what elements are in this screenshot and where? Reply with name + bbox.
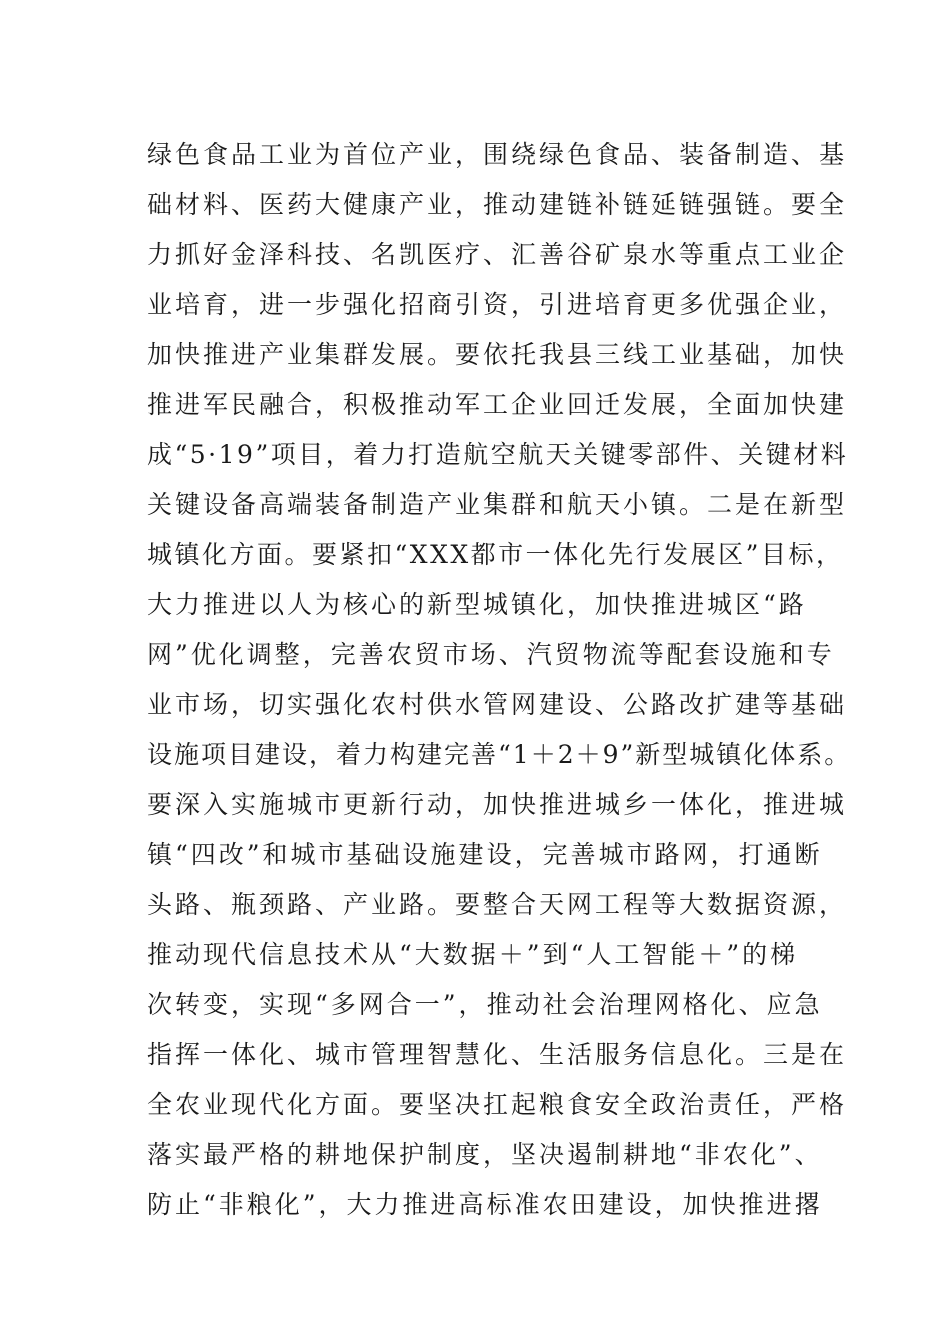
text-line: 业培育，进一步强化招商引资，引进培育更多优强企业， [147, 290, 848, 319]
text-line: 要深入实施城市更新行动，加快推进城乡一体化，推进城 [147, 790, 848, 819]
text-line: 头路、瓶颈路、产业路。要整合天网工程等大数据资源， [147, 890, 848, 919]
text-line: 推动现代信息技术从“大数据＋”到“人工智能＋”的梯 [147, 940, 799, 969]
text-line: 大力推进以人为核心的新型城镇化，加快推进城区“路 [147, 590, 807, 619]
body-text [147, 130, 852, 1230]
text-line: 网”优化调整，完善农贸市场、汽贸物流等配套设施和专 [147, 640, 835, 669]
text-line: 镇“四改”和城市基础设施建设，完善城市路网，打通断 [147, 840, 823, 869]
text-line: 加快推进产业集群发展。要依托我县三线工业基础，加快 [147, 340, 848, 369]
text-line: 力抓好金泽科技、名凯医疗、汇善谷矿泉水等重点工业企 [147, 240, 848, 269]
text-line: 防止“非粮化”，大力推进高标准农田建设，加快推进撂 [147, 1190, 823, 1219]
text-line: 推进军民融合，积极推动军工企业回迁发展，全面加快建 [147, 390, 848, 419]
text-line: 全农业现代化方面。要坚决扛起粮食安全政治责任，严格 [147, 1090, 848, 1119]
text-line: 础材料、医药大健康产业，推动建链补链延链强链。要全 [147, 190, 848, 219]
text-line: 次转变，实现“多网合一”，推动社会治理网格化、应急 [147, 990, 823, 1019]
text-line: 成“5·19”项目，着力打造航空航天关键零部件、关键材料 [147, 440, 849, 469]
text-line: 城镇化方面。要紧扣“XXX都市一体化先行发展区”目标， [147, 540, 844, 569]
text-line: 落实最严格的耕地保护制度，坚决遏制耕地“非农化”、 [147, 1140, 823, 1169]
text-line: 绿色食品工业为首位产业，围绕绿色食品、装备制造、基 [147, 140, 848, 169]
text-line: 关键设备高端装备制造产业集群和航天小镇。二是在新型 [147, 490, 848, 519]
text-line: 业市场，切实强化农村供水管网建设、公路改扩建等基础 [147, 690, 848, 719]
text-line: 设施项目建设，着力构建完善“1＋2＋9”新型城镇化体系。 [147, 740, 852, 769]
text-line: 指挥一体化、城市管理智慧化、生活服务信息化。三是在 [147, 1040, 848, 1069]
